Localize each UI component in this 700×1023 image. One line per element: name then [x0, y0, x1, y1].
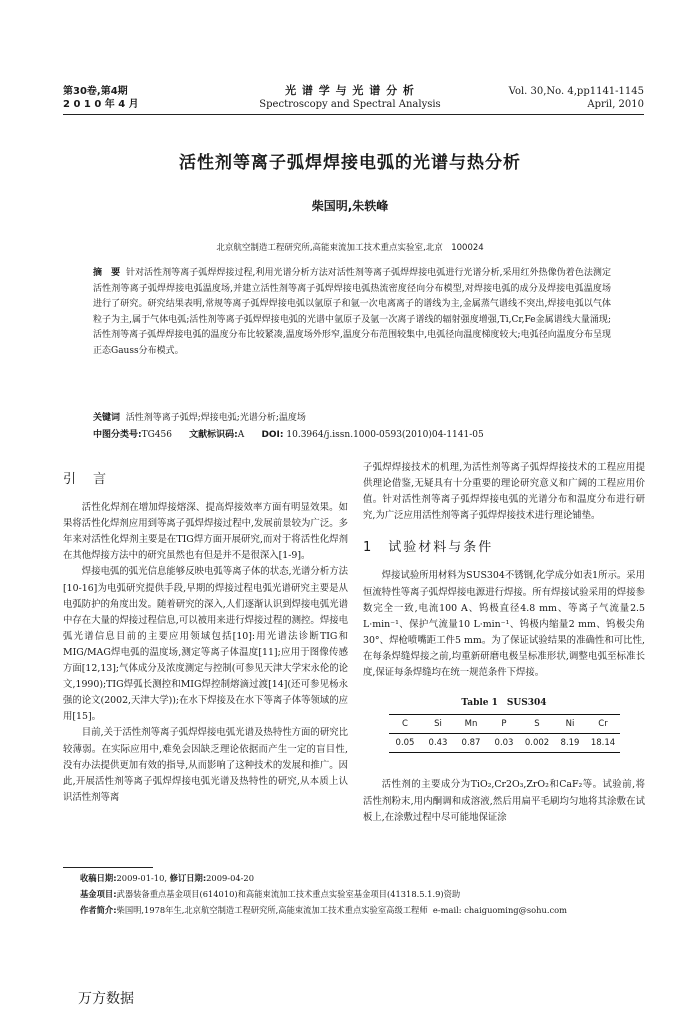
journal-volume-pages: Vol. 30,No. 4,pp1141-1145	[508, 86, 644, 97]
composition-table	[389, 714, 620, 753]
doc-code-label: 文献标识码:	[189, 430, 238, 440]
author-list: 柴国明,朱轶峰	[311, 199, 389, 213]
footnote-dates	[80, 870, 645, 886]
table-value-cell: 0.002	[521, 734, 554, 753]
intro-paragraph-continued: 子弧焊焊接技术的机理,为活性剂等离子弧焊焊接技术的工程应用提供理论借鉴,无疑具有十分重要的理论研究意义和广阔的工程应用价值。针对活性剂等离子弧焊焊接电弧的光谱分布和温度分布进行研究,为广泛应用活性剂等离子弧焊焊接技术进行理论铺垫。	[363, 462, 645, 522]
flux-paragraph: 活性剂的主要成分为TiO₂,Cr2O₃,ZrO₂和CaF₂等。试验前,将活性剂粉末,用内酮调和成溶液,然后用扁平毛刷均匀地将其涂敷在试板上,在涂敷过程中尽可能地保证涂	[363, 779, 645, 823]
classification-line	[93, 428, 633, 442]
abstract	[93, 266, 611, 359]
journal-volume-issue: 第30卷,第4期	[63, 86, 128, 97]
table-header-cell: P	[488, 715, 521, 734]
clc-label: 中图分类号:	[93, 430, 142, 440]
table-header-cell: S	[521, 715, 554, 734]
doi-link[interactable]: 10.3964/j.issn.1000-0593(2010)04-1141-05	[286, 430, 484, 440]
table-value-cell: 0.03	[488, 734, 521, 753]
clc-value: TG456	[141, 430, 172, 440]
table-header-cell: Si	[422, 715, 455, 734]
revised-date: 2009-04-20	[206, 873, 254, 883]
table-value-cell: 0.05	[389, 734, 422, 753]
author-email[interactable]: e-mail: chaiguoming@sohu.com	[432, 905, 567, 915]
affiliation: 北京航空制造工程研究所,高能束流加工技术重点实验室,北京 100024	[216, 243, 484, 253]
table-header-cell: Ni	[554, 715, 587, 734]
intro-paragraph-2: 焊接电弧的弧光信息能够反映电弧等离子体的状态,光谱分析方法[10-16]为电弧研究提供手段,早期的焊接过程电弧光谱研究主要是从电弧防护的角度出发。随着研究的深入,人们逐渐认识到焊接电弧光谱中存在大量的焊接过程信息,可以被用来进行焊接过程的测控。焊接电弧光谱信息目前的主要应用领域包括[10]:用光谱法诊断TIG和MIG/MAG焊电弧的温度场,测定等离子体温度[11];应用于图像传感方面[12,13];气体成分及浓度测定与控制(可参见天津大学宋永伦的论文,1990);TIG焊弧长测控和MIG焊控制熔滴过渡[14](还可参见杨永强的论文(2002,天津大学));在水下焊接及在水下等离子体等领域的应用[15]。	[63, 566, 348, 723]
abstract-label: 摘 要	[93, 268, 121, 278]
right-column	[363, 460, 645, 826]
table-value-cell: 8.19	[554, 734, 587, 753]
journal-date-en: April, 2010	[587, 99, 644, 110]
left-column	[63, 460, 348, 806]
revised-label: 修订日期:	[169, 873, 207, 883]
table-header-cell: Mn	[455, 715, 488, 734]
footnote-funding	[80, 886, 645, 902]
table-value-cell: 18.14	[587, 734, 620, 753]
keywords	[93, 411, 611, 425]
journal-name-en: Spectroscopy and Spectral Analysis	[259, 99, 441, 110]
journal-name-cn: 光 谱 学 与 光 谱 分 析	[285, 84, 415, 97]
footnotes	[80, 870, 645, 918]
table-caption: Table 1 SUS304	[461, 698, 547, 709]
intro-paragraph-3: 目前,关于活性剂等离子弧焊焊接电弧光谱及热特性方面的研究比较薄弱。在实际应用中,难免会因缺乏理论依据而产生一定的盲目性,没有办法提供更加有效的指导,从而影响了这种技术的发展和推广。因此,开展活性剂等离子弧焊焊接电弧光谱及热特性的研究,从本质上认识活性剂等离	[63, 727, 348, 803]
table-header-cell: Cr	[587, 715, 620, 734]
funding-text: 武器装备重点基金项目(614010)和高能束流加工技术重点实验室基金项目(41318.5.1.9)资助	[116, 889, 461, 899]
table-value-cell: 0.43	[422, 734, 455, 753]
intro-paragraph-1: 活性化焊剂在增加焊接熔深、提高焊接效率方面有明显效果。如果将活性化焊剂应用到等离子弧焊焊接过程中,发展前景较为广泛。多年来对活性化焊剂主要是在TIG焊方面开展研究,而对于将活性化焊剂在其他焊接方法中的研究虽然也有但是并不是很深入[1-9]。	[63, 502, 348, 562]
keywords-label: 关键词	[93, 413, 121, 423]
page-title: 活性剂等离子弧焊焊接电弧的光谱与热分析	[179, 153, 521, 173]
footnote-rule	[63, 867, 153, 868]
table-header-cell: C	[389, 715, 422, 734]
watermark-text: 万方数据	[78, 991, 134, 1007]
received-date: 2009-01-10,	[116, 873, 167, 883]
author-bio-label: 作者简介:	[80, 905, 117, 915]
materials-paragraph: 焊接试验所用材料为SUS304不锈钢,化学成分如表1所示。采用恒流特性等离子弧焊焊接电源进行焊接。所有焊接试验采用的焊接参数完全一致,电流100 A、钨极直径4.8 mm、等离子气流量2.5 L·min⁻¹、保护气流量10 L·min⁻¹、钨极内缩量2 mm、钨极尖角30°、焊枪喷嘴距工件5 mm。为了保证试验结果的准确性和可比性,在每条焊缝焊接之前,均重新研磨电极呈标准形状,调整电弧至标准长度,保证每条焊缝均在统一规范条件下焊接。	[363, 570, 646, 679]
section-heading-materials: 1 试验材料与条件	[363, 540, 494, 556]
header-rule	[63, 114, 644, 115]
keywords-text: 活性剂等离子弧焊;焊接电弧;光谱分析;温度场	[125, 413, 306, 423]
journal-date-cn: 2 0 1 0 年 4 月	[63, 99, 139, 110]
doc-code-value: A	[237, 430, 245, 440]
doi-label: DOI:	[261, 430, 284, 440]
funding-label: 基金项目:	[80, 889, 117, 899]
received-label: 收稿日期:	[80, 873, 117, 883]
section-heading-introduction: 引 言	[63, 472, 109, 487]
footnote-author-bio	[80, 902, 645, 918]
table-value-cell: 0.87	[455, 734, 488, 753]
abstract-text: 针对活性剂等离子弧焊焊接过程,利用光谱分析方法对活性剂等离子弧焊焊接电弧进行光谱分析,采用红外热像伪着色法测定活性剂等离子弧焊焊接电弧温度场,并建立活性剂等离子弧焊焊接电弧热流密度径向分布模型,对焊接电弧的成分及焊接电弧温度场进行了研究。研究结果表明,常规等离子弧焊焊接电弧以氩原子和氩一次电离离子的谱线为主,金属蒸气谱线不突出,焊接电弧以气体粒子为主,属于气体电弧;活性剂等离子弧焊焊接电弧的光谱中氩原子及氩一次离子谱线的辐射强度增强,Ti,Cr,Fe金属谱线大量涌现;活性剂等离子弧焊焊接电弧的温度分布比较紧凑,温度场外形窄,温度分布范围较集中,电弧径向温度梯度较大;电弧径向温度分布呈现正态Gauss分布模式。	[93, 268, 611, 356]
author-bio-text: 柴国明,1978年生,北京航空制造工程研究所,高能束流加工技术重点实验室高级工程师	[116, 905, 428, 915]
